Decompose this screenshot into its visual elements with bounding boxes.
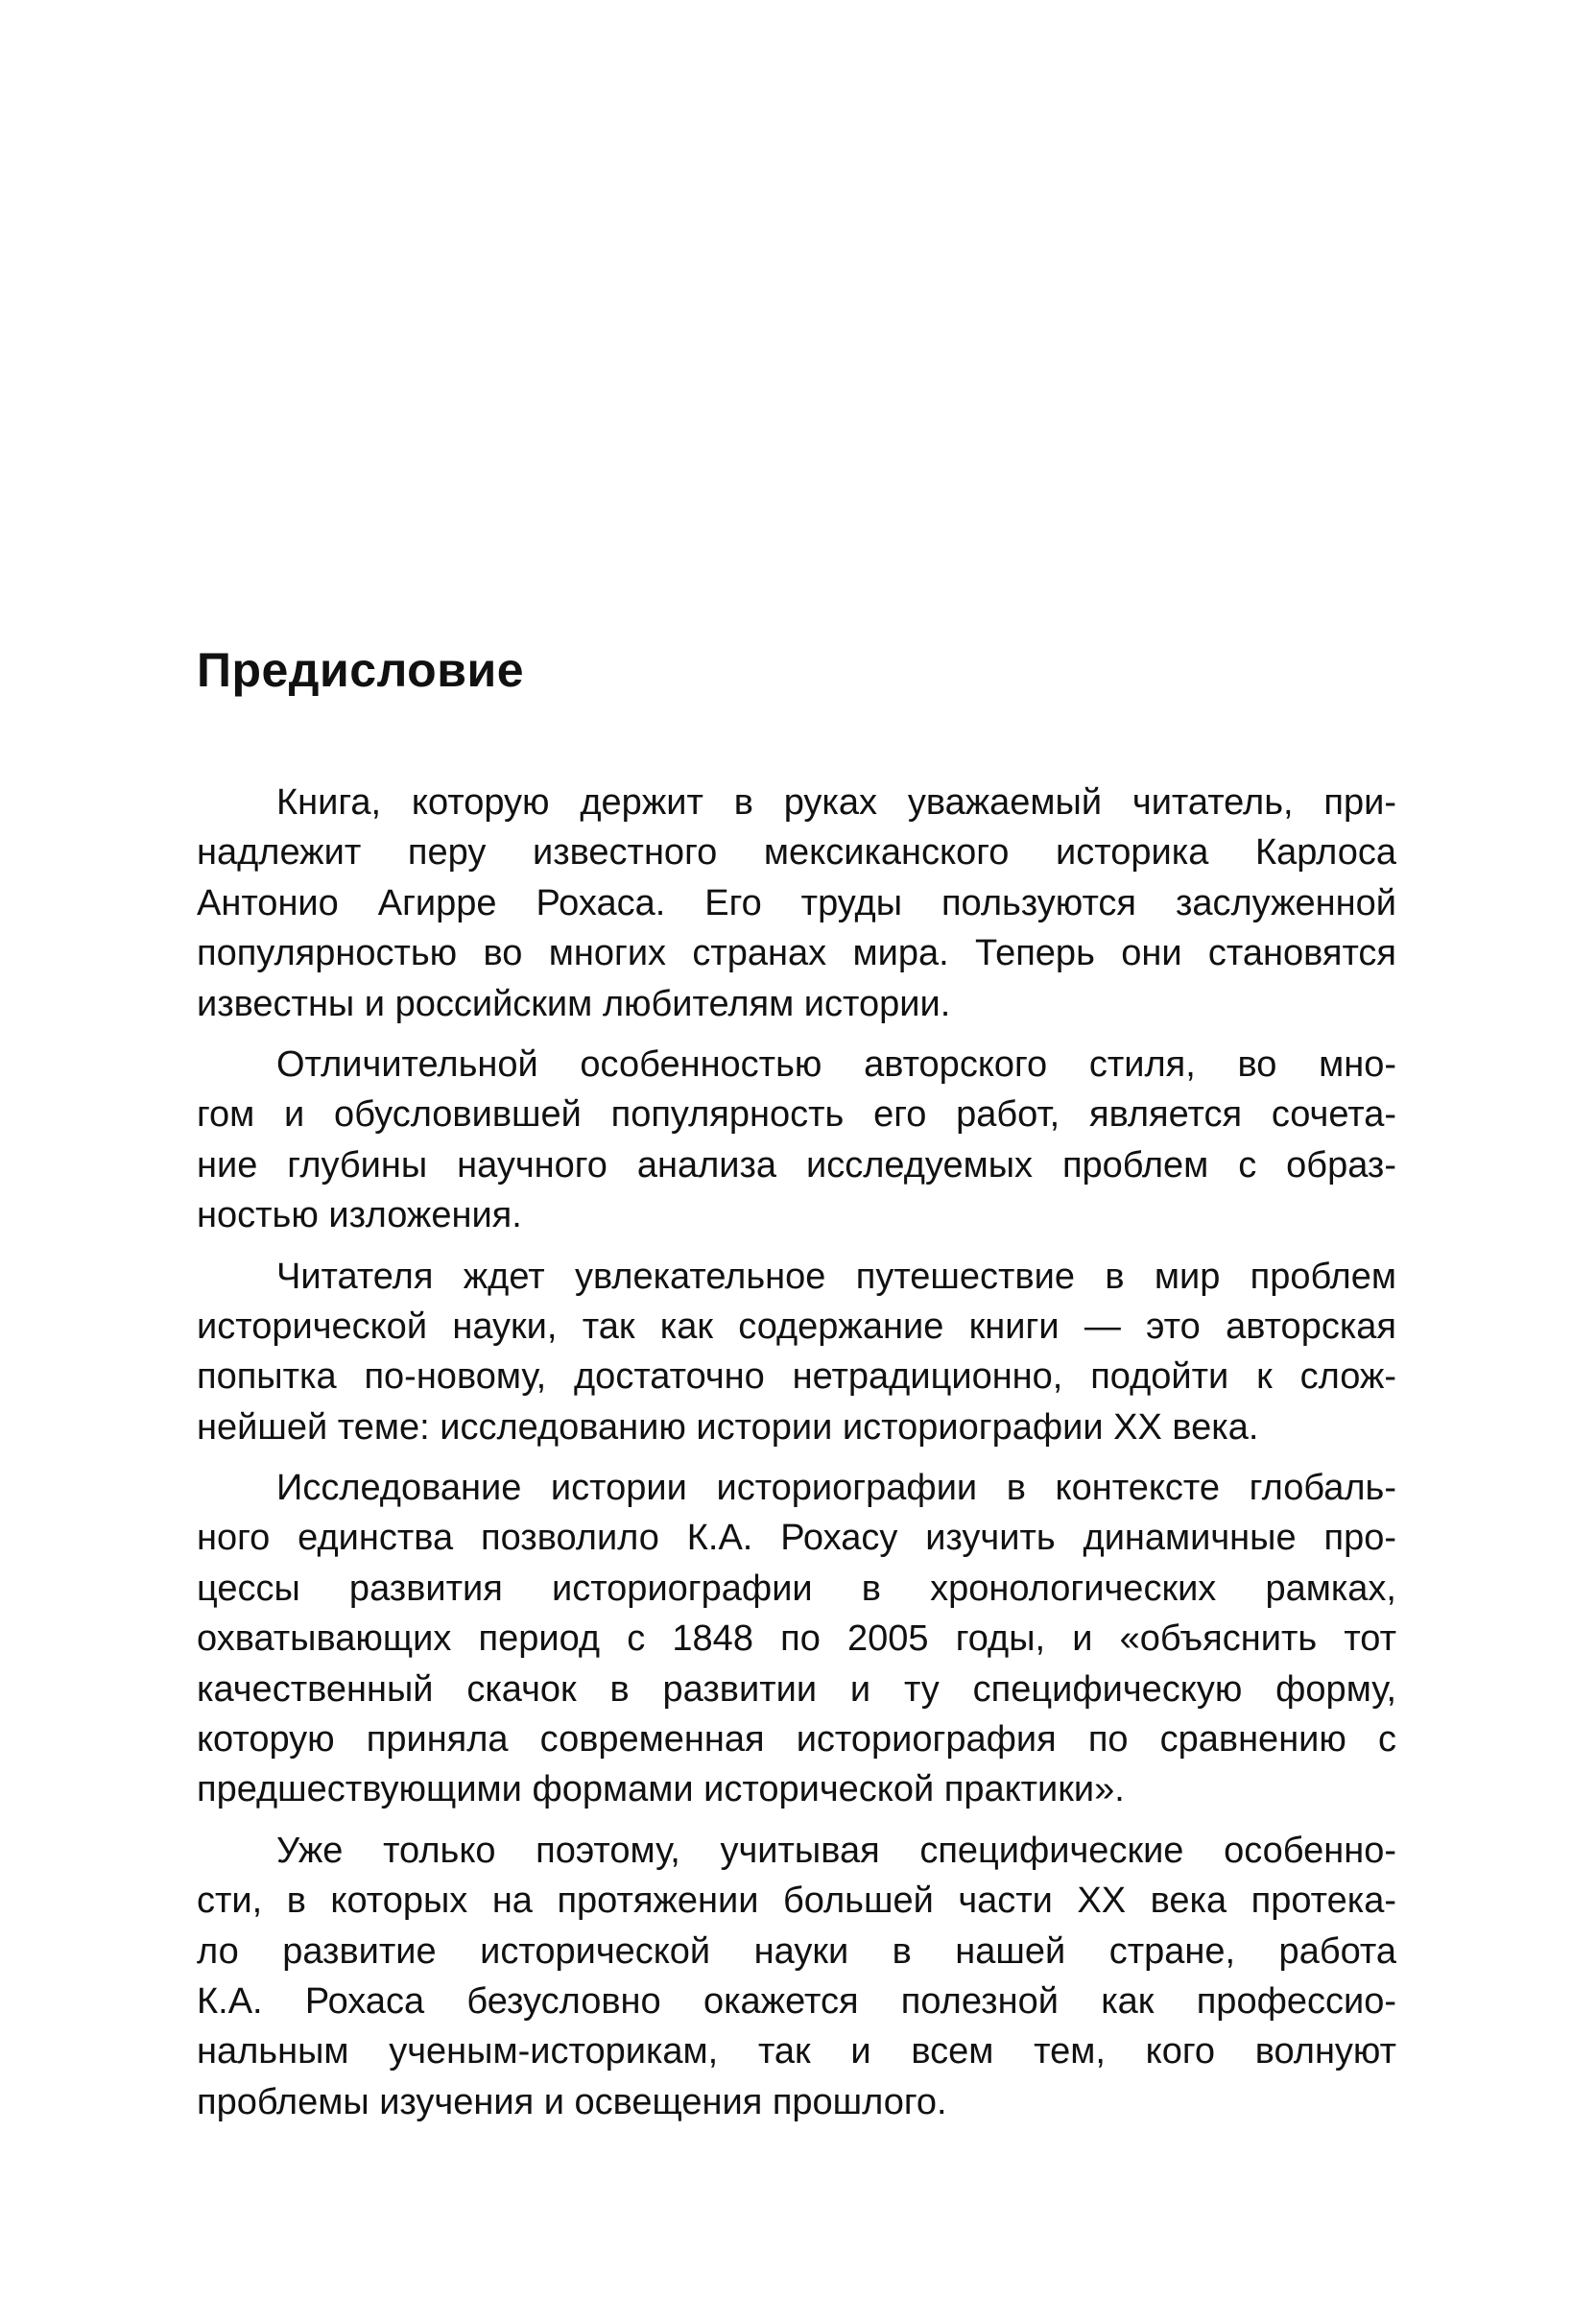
text-line: Антонио Агирре Рохаса. Его труды пользуются заслуженной [197,882,1396,923]
paragraph [197,1463,1396,1815]
text-line: ного единства позволило К.А. Рохасу изучить динамичные про- [197,1518,1396,1559]
text-line: нальным ученым-историкам, так и всем тем, кого волнуют [197,2031,1396,2072]
text-line: К.А. Рохаса безусловно окажется полезной как профессио- [197,1980,1396,2022]
text-line: надлежит перу известного мексиканского историка Карлоса [197,832,1396,874]
text-line: попытка по-новому, достаточно нетрадиционно, подойти к слож- [197,1356,1396,1398]
paragraph [197,1040,1396,1241]
text-line: ло развитие исторической науки в нашей стране, работа [197,1930,1396,1972]
paragraph [197,1826,1396,2127]
text-line: ностью изложения. [197,1195,522,1236]
preface-body [197,778,1396,2138]
text-line: сти, в которых на протяжении большей части XX века протека- [197,1881,1396,1922]
text-line: гом и обусловившей популярность его работ, является сочета- [197,1094,1396,1136]
text-line: качественный скачок в развитии и ту специфическую форму, [197,1668,1396,1710]
text-line: Читателя ждет увлекательное путешествие в мир проблем [276,1256,1396,1297]
page-title: Предисловие [197,643,524,697]
text-line: охватывающих период с 1848 по 2005 годы, и «объяснить тот [197,1618,1396,1660]
text-line: Отличительной особенностью авторского стиля, во мно- [276,1043,1396,1085]
paragraph [197,778,1396,1029]
text-line: предшествующими формами исторической практики». [197,1769,1125,1810]
text-line: известны и российским любителям истории. [197,983,951,1024]
text-line: Исследование истории историографии в контексте глобаль- [276,1468,1396,1509]
text-line: нейшей теме: исследованию истории историографии XX века. [197,1406,1259,1448]
text-line: исторической науки, так как содержание книги — это авторская [197,1306,1396,1347]
text-line: Уже только поэтому, учитывая специфические особенно- [276,1830,1396,1871]
text-line: которую приняла современная историография по сравнению с [197,1719,1396,1761]
text-line: Книга, которую держит в руках уважаемый читатель, при- [276,782,1396,823]
text-line: ние глубины научного анализа исследуемых проблем с образ- [197,1144,1396,1186]
text-line: популярностью во многих странах мира. Теперь они становятся [197,933,1396,974]
text-line: проблемы изучения и освещения прошлого. [197,2081,947,2122]
paragraph [197,1252,1396,1453]
text-line: цессы развития историографии в хронологических рамках, [197,1568,1396,1609]
